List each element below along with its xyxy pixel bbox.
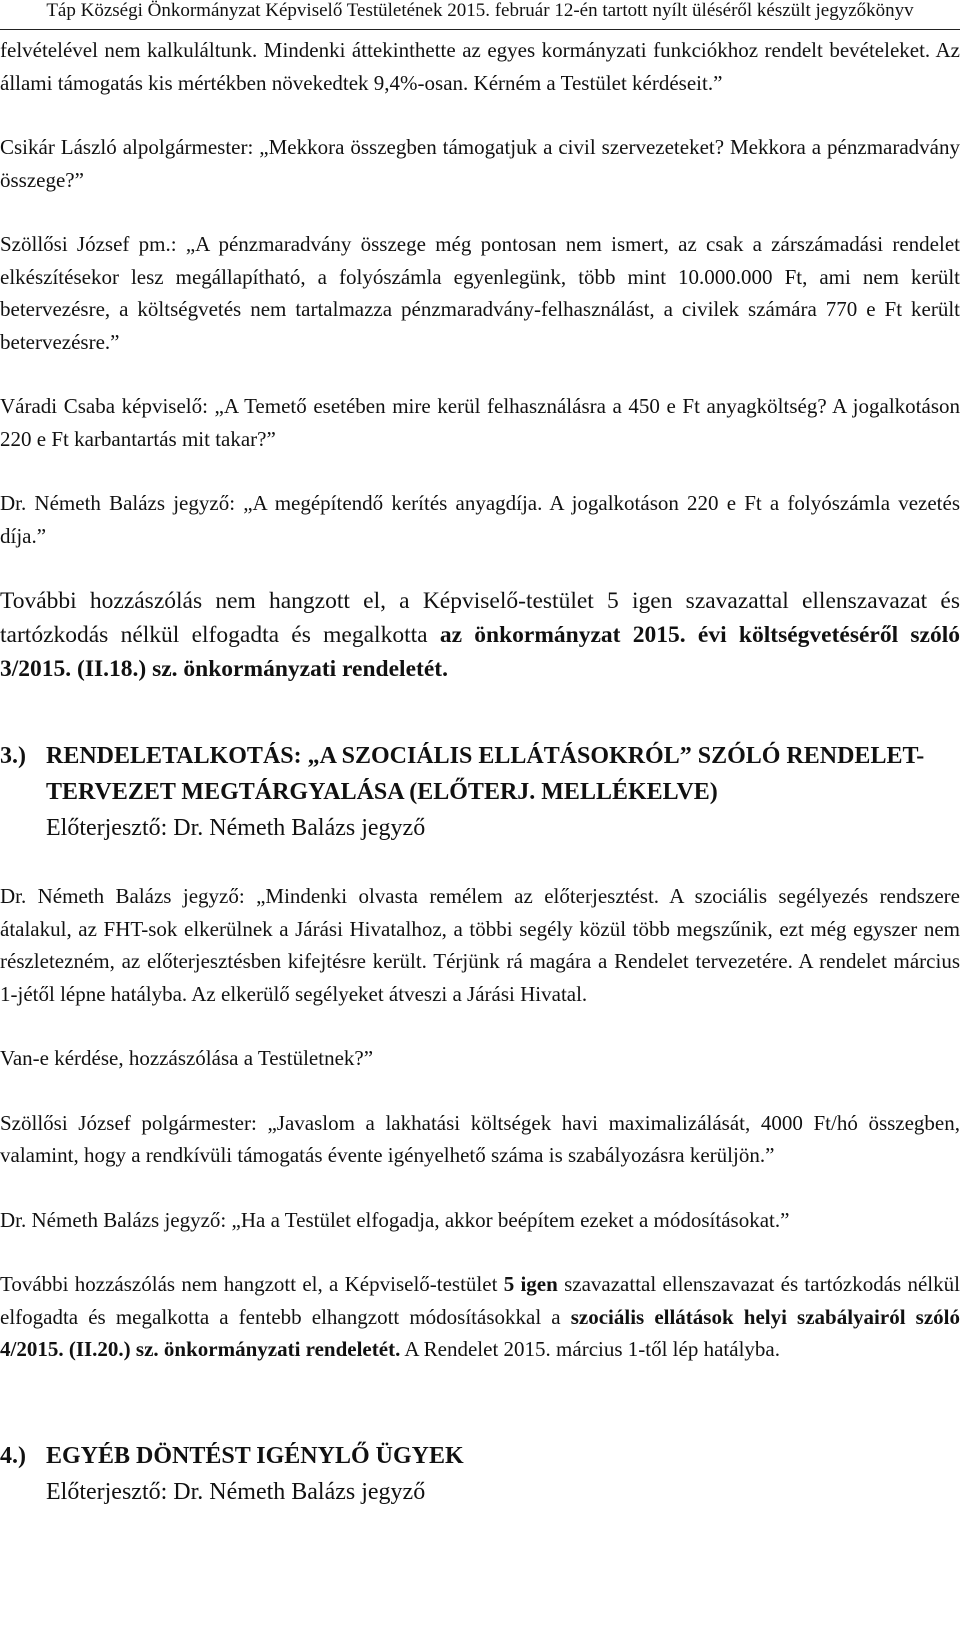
section-title: RENDELETALKOTÁS: „A SZOCIÁLIS ELLÁTÁSOKRÓL” SZÓLÓ RENDELET-TERVEZET MEGTÁRGYALÁSA (ELŐTERJ. MELLÉKELVE) (46, 743, 925, 805)
paragraph: Szöllősi József polgármester: „Javaslom a lakhatási költségek havi maximalizálását, 4000 Ft/hó összegben, valamint, hogy a rendkívüli támogatás évente igényelhető száma is szabályozásra kerüljön.” (0, 1110, 960, 1167)
section-title: EGYÉB DÖNTÉST IGÉNYLŐ ÜGYEK (46, 1442, 464, 1469)
resolution-paragraph (0, 584, 960, 686)
paragraph: felvételével nem kalkuláltunk. Mindenki áttekinthette az egyes kormányzati funkciókhoz rendelt bevételeket. Az állami támogatás kis mértékben növekedtek 9,4%-osan. Kérném a Testület kérdéseit.” (0, 38, 960, 95)
section-presenter: Előterjesztő: Dr. Németh Balázs jegyző (46, 815, 426, 841)
section-number: 3.) (0, 743, 26, 769)
paragraph: Csikár László alpolgármester: „Mekkora összegben támogatjuk a civil szervezeteket? Mekkora a pénzmaradvány összege?” (0, 135, 960, 192)
vote-count: 5 igen (503, 1272, 558, 1296)
paragraph: Dr. Németh Balázs jegyző: „Ha a Testület elfogadja, akkor beépítem ezeket a módosításokat.” (0, 1207, 790, 1232)
section-presenter: Előterjesztő: Dr. Németh Balázs jegyző (46, 1478, 426, 1505)
paragraph: Dr. Németh Balázs jegyző: „A megépítendő kerítés anyagdíja. A jogalkotáson 220 e Ft a folyószámla vezetés díja.” (0, 491, 960, 548)
resolution-text: szavazattal ellenszavazat és tartózkodás nélkül elfogadta és megalkotta a fentebb elhangzott módosításokkal a (0, 1272, 960, 1329)
header-divider (0, 29, 960, 30)
resolution-paragraph (0, 1268, 960, 1366)
section-4 (0, 1438, 960, 1510)
section-3 (0, 738, 960, 846)
page-header: Táp Községi Önkormányzat Képviselő Testületének 2015. február 12-én tartott nyílt üléséről készült jegyzőkönyv (46, 0, 914, 21)
section-number: 4.) (0, 1442, 26, 1469)
resolution-decree: szociális ellátások helyi szabályairól szóló 4/2015. (II.20.) sz. önkormányzati rendeletét. (0, 1304, 960, 1361)
resolution-text: A Rendelet 2015. március 1-től lép hatályba. (400, 1337, 780, 1361)
paragraph: Szöllősi József pm.: „A pénzmaradvány összege még pontosan nem ismert, az csak a zárszámadási rendelet elkészítésekor lesz megállapítható, a folyószámla egyenlegünk, több mint 10.000.000 Ft, ami nem került betervezésre, a költségvetés nem tartalmazza pénzmaradvány-felhasználást, a civilek számára 770 e Ft került betervezésre.” (0, 232, 960, 354)
resolution-text: További hozzászólás nem hangzott el, a Képviselő-testület (0, 1272, 504, 1296)
paragraph: Váradi Csaba képviselő: „A Temető esetében mire kerül felhasználásra a 450 e Ft anyagköltség? A jogalkotáson 220 e Ft karbantartás mit takar?” (0, 394, 960, 451)
resolution-text: További hozzászólás nem hangzott el, a Képviselő-testület 5 igen szavazattal ellenszavazat és tartózkodás nélkül elfogadta és megalkotta (0, 588, 960, 648)
paragraph: Van-e kérdése, hozzászólása a Testületnek?” (0, 1046, 374, 1070)
document-body (0, 34, 960, 1510)
resolution-decree: az önkormányzat 2015. évi költségvetéséről szóló 3/2015. (II.18.) sz. önkormányzati rendeletét. (0, 622, 960, 682)
paragraph: Dr. Németh Balázs jegyző: „Mindenki olvasta remélem az előterjesztést. A szociális segélyezés rendszere átalakul, az FHT-sok elkerülnek a Járási Hivatalhoz, a többi segély közül több megszűnik, ezt még egyszer nem részletezném, az előterjesztésben kifejtésre került. Térjünk rá magára a Rendelet tervezetére. A rendelet március 1-jétől lépne hatályba. Az elkerülő segélyeket átveszi a Járási Hivatal. (0, 884, 960, 1006)
